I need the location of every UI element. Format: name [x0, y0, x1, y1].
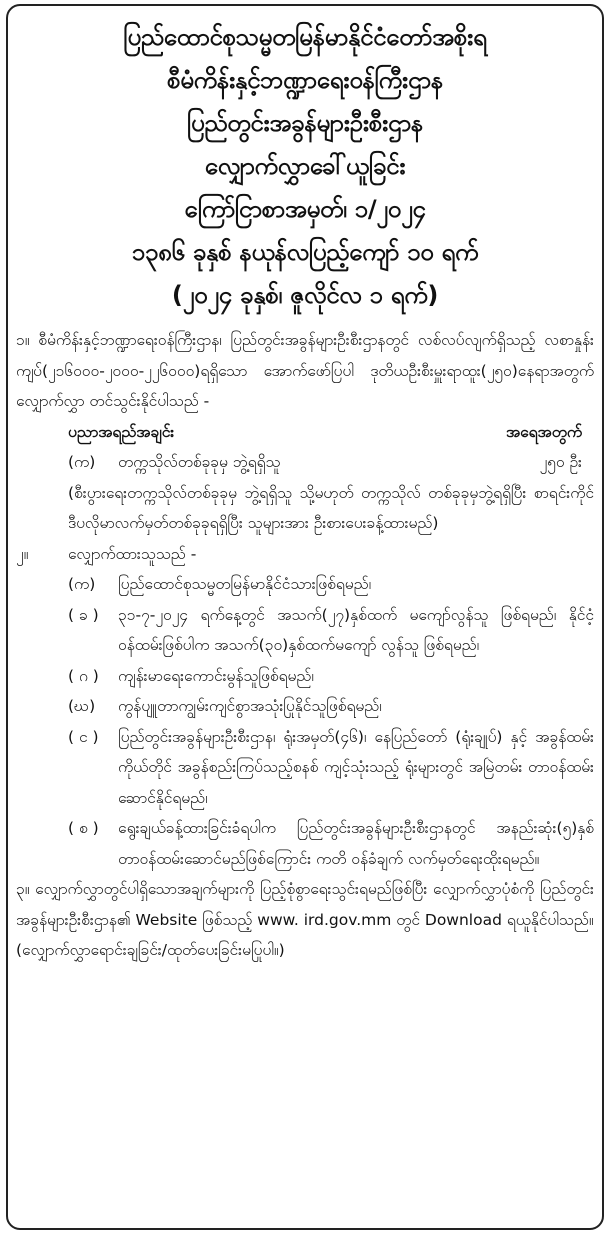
qualification-item: [16, 447, 594, 478]
requirement-item: [16, 722, 594, 814]
announcement-header: [8, 6, 602, 317]
qualification-note: (စီးပွားရေးတက္ကသိုလ်တစ်ခုခုမှ ဘွဲ့ရရှိသူ သို့မဟုတ် တက္ကသိုလ် တစ်ခုခုမှဘွဲ့ရရှိပြီး စာရင်းကိုင် ဒီပလိုမာလက်မှတ်တစ်ခုခုရရှိပြီး သူများအား ဦးစားပေးခန့်ထားမည်): [68, 483, 594, 532]
header-line-gregorian-date: (၂၀၂၄ ခုနှစ်၊ ဇူလိုင်လ ၁ ရက်): [171, 281, 439, 309]
section-3-text: လျှောက်လွှာတွင်ပါရှိသောအချက်များကို ပြည့်စုံစွာရေးသွင်းရမည်ဖြစ်ပြီး လျှောက်လွှာပုံစံကို ပြည်တွင်း အခွန်များဦးစီးဌာန၏ Website ဖြစ်သည့် www. ird.gov.mm တွင် Download ရယူနိုင်ပါသည်။: [16, 880, 594, 929]
requirement-item: [16, 661, 594, 692]
requirement-mark: ( ဂ ): [68, 666, 99, 685]
qualification-item-mark: (က): [68, 453, 96, 471]
section-1-text: စီမံကိန်းနှင့်ဘဏ္ဍာရေးဝန်ကြီးဌာန၊ ပြည်တွင်းအခွန်များဦးစီးဌာနတွင် လစ်လပ်လျက်ရှိသည့် လစာနှုန်း ကျပ်(၂၁၆၀၀၀-၂၀၀၀-၂၂၆၀၀၀)ရရှိသော အောက်ဖော်ပြပါ ဒုတိယဦးစီးမှူးရာထူး(၂၅၀)နေရာအတွက် လျှောက်လွှာ တင်သွင်းနိုင်ပါသည် -: [16, 331, 594, 410]
qualification-item-quantity: ၂၅၀ ဦး: [539, 453, 582, 471]
footer-note: (လျှောက်လွှာရောင်းချခြင်း/ထုတ်ပေးခြင်းမပြုပါ။): [16, 941, 285, 959]
section-2-number: ၂။: [16, 544, 29, 563]
requirement-text: ကျန်းမာရေးကောင်းမွန်သူဖြစ်ရမည်၊: [118, 666, 314, 685]
requirement-mark: (က): [68, 575, 96, 593]
requirement-item: [16, 691, 594, 722]
requirement-mark: ( စ ): [68, 819, 99, 837]
requirement-text: ပြည်ထောင်စုသမ္မတမြန်မာနိုင်ငံသားဖြစ်ရမည်၊: [118, 575, 372, 593]
header-line-title: လျှောက်လွှာခေါ်ယူခြင်း: [204, 152, 406, 180]
quantity-header: အရေအတွက်: [505, 422, 582, 441]
header-line-ministry: စီမံကိန်းနှင့်ဘဏ္ဍာရေးဝန်ကြီးဌာန: [167, 66, 443, 94]
requirement-text: ၃၁-၇-၂၀၂၄ ရက်နေ့တွင် အသက်(၂၇)နှစ်ထက် မကျော်လွန်သူ ဖြစ်ရမည်၊ နိုင်ငံ့ဝန်ထမ်းဖြစ်ပါက အသက်(၃၀)နှစ်ထက်မကျော် လွန်သူ ဖြစ်ရမည်၊: [118, 605, 594, 654]
requirement-mark: (ဃ): [68, 697, 96, 715]
requirement-item: [16, 600, 594, 661]
qualification-header: ပညာအရည်အချင်း: [68, 422, 175, 441]
requirement-item: [16, 813, 594, 874]
section-1-number: ၁။: [16, 331, 30, 349]
section-2-title-row: [16, 539, 594, 570]
announcement-frame: [6, 4, 604, 1230]
qualification-item-text: တက္ကသိုလ်တစ်ခုခုမှ ဘွဲ့ရရှိသူ: [118, 453, 281, 471]
announcement-body: [8, 317, 602, 966]
requirement-text: ပြည်တွင်းအခွန်များဦးစီးဌာန၊ ရုံးအမှတ်(၄၆)၊ နေပြည်တော် (ရုံးချုပ်) နှင့် အခွန်ထမ်းကိုယ်တိုင် အခွန်စည်းကြပ်သည့်စနစ် ကျင့်သုံးသည့် ရုံးများတွင် အမြဲတမ်း တာဝန်ထမ်းဆောင်နိုင်ရမည်၊: [118, 727, 594, 807]
header-line-department: ပြည်တွင်းအခွန်များဦးစီးဌာန: [186, 109, 424, 137]
requirement-mark: ( ခ ): [68, 605, 99, 624]
section-2-title: လျှောက်ထားသူသည် -: [68, 544, 197, 563]
section-1: [16, 325, 594, 417]
header-line-ministry-gov: ပြည်ထောင်စုသမ္မတမြန်မာနိုင်ငံတော်အစိုးရ: [123, 23, 487, 51]
header-line-myanmar-date: ၁၃၈၆ ခုနှစ် နယုန်လပြည့်ကျော် ၁၀ ရက်: [131, 238, 479, 266]
header-line-notice-number: ကြော်ငြာစာအမှတ်၊ ၁/၂၀၂၄: [184, 195, 426, 223]
requirement-text: ကွန်ပျူတာကျွမ်းကျင်စွာအသုံးပြုနိုင်သူဖြစ်ရမည်၊: [118, 697, 382, 715]
qualification-header-row: [16, 417, 594, 448]
requirement-mark: ( င ): [68, 727, 99, 746]
section-3-number: ၃။: [16, 880, 30, 898]
section-3: [16, 874, 594, 935]
requirement-item: [16, 569, 594, 600]
requirement-text: ရွေးချယ်ခန့်ထားခြင်းခံရပါက ပြည်တွင်းအခွန်များဦးစီးဌာနတွင် အနည်းဆုံး(၅)နှစ် တာဝန်ထမ်းဆောင်မည်ဖြစ်ကြောင်း ကတိ ဝန်ခံချက် လက်မှတ်ရေးထိုးရမည်။: [118, 819, 594, 868]
